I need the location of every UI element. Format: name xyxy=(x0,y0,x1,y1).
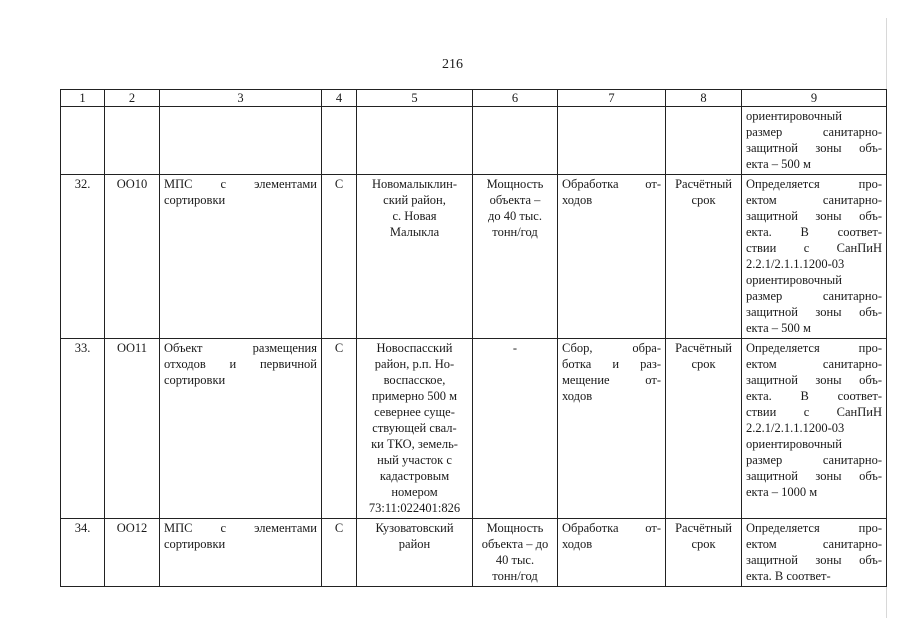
row-number-cell: 34. xyxy=(61,519,105,587)
cell-line: защитной зоны объ- xyxy=(746,373,882,387)
object-type-cell: С xyxy=(322,519,357,587)
term-cell xyxy=(666,519,742,587)
column-header-4: 4 xyxy=(322,90,357,107)
column-header-1: 1 xyxy=(61,90,105,107)
location-cell xyxy=(357,175,473,339)
cell-line: ориентировочный xyxy=(746,437,842,451)
cell-line: срок xyxy=(691,193,716,207)
note-cell xyxy=(742,339,887,519)
cell-line: 40 тыс. xyxy=(495,553,535,567)
cell-line: мещение от- xyxy=(562,373,661,387)
cell-line: 2.2.1/2.1.1.1200-03 xyxy=(746,421,845,435)
column-header-9: 9 xyxy=(742,90,887,107)
empty-cell xyxy=(61,107,105,175)
empty-cell xyxy=(473,107,558,175)
column-header-5: 5 xyxy=(357,90,473,107)
term-cell xyxy=(666,339,742,519)
cell-line: размер санитарно- xyxy=(746,125,882,139)
cell-line: ствии с СанПиН xyxy=(746,241,882,255)
cell-line: Мощность xyxy=(486,521,544,535)
cell-line: Расчётный xyxy=(675,341,732,355)
cell-line: МПС с элементами xyxy=(164,521,317,535)
empty-cell xyxy=(666,107,742,175)
cell-line: объекта – до xyxy=(481,537,549,551)
cell-line: екта – 500 м xyxy=(746,157,811,171)
cell-line: екта – 500 м xyxy=(746,321,811,335)
term-cell xyxy=(666,175,742,339)
cell-line: екта. В соответ- xyxy=(746,569,831,583)
object-code-cell: ОО11 xyxy=(105,339,160,519)
cell-line: ский район, xyxy=(383,193,446,207)
cell-line: 2.2.1/2.1.1.1200-03 xyxy=(746,257,845,271)
location-cell xyxy=(357,519,473,587)
object-code-cell: ОО12 xyxy=(105,519,160,587)
cell-line: Определяется про- xyxy=(746,177,882,191)
cell-line: размер санитарно- xyxy=(746,453,882,467)
cell-line: Обработка от- xyxy=(562,521,661,535)
empty-cell xyxy=(558,107,666,175)
cell-line: район xyxy=(398,537,431,551)
object-name-cell xyxy=(160,519,322,587)
cell-line: тонн/год xyxy=(492,225,538,239)
empty-cell xyxy=(322,107,357,175)
cell-line: воспасское, xyxy=(383,373,446,387)
cell-line: ботка и раз- xyxy=(562,357,661,371)
row-number-cell: 32. xyxy=(61,175,105,339)
cell-line: ходов xyxy=(562,193,593,207)
cell-line: сортировки xyxy=(164,193,226,207)
location-cell xyxy=(357,339,473,519)
table-row xyxy=(61,175,887,339)
purpose-cell xyxy=(558,339,666,519)
cell-line: Малыкла xyxy=(389,225,440,239)
cell-line: кадастровым xyxy=(379,469,450,483)
cell-line: Обработка от- xyxy=(562,177,661,191)
cell-line: район, р.п. Но- xyxy=(374,357,455,371)
empty-cell xyxy=(357,107,473,175)
row-number-cell: 33. xyxy=(61,339,105,519)
cell-line: екта. В соответ- xyxy=(746,225,882,239)
note-cell xyxy=(742,519,887,587)
cell-line: защитной зоны объ- xyxy=(746,141,882,155)
cell-line: до 40 тыс. xyxy=(488,209,542,223)
header-row xyxy=(61,90,887,107)
cell-line: срок xyxy=(691,537,716,551)
cell-line: Объект размещения xyxy=(164,341,317,355)
cell-line: Расчётный xyxy=(675,177,732,191)
cell-line: сортировки xyxy=(164,373,226,387)
empty-cell xyxy=(105,107,160,175)
capacity-cell xyxy=(473,175,558,339)
cell-line: номером xyxy=(391,485,438,499)
continuation-row xyxy=(61,107,887,175)
cell-line: ствующей свал- xyxy=(372,421,457,435)
cell-line: Определяется про- xyxy=(746,341,882,355)
cell-line: МПС с элементами xyxy=(164,177,317,191)
cell-line: севернее суще- xyxy=(374,405,455,419)
cell-line: Определяется про- xyxy=(746,521,882,535)
page-number: 216 xyxy=(442,57,463,72)
object-name-cell xyxy=(160,339,322,519)
cell-line: ный участок с xyxy=(377,453,452,467)
table-row xyxy=(61,519,887,587)
empty-cell xyxy=(160,107,322,175)
table-body xyxy=(61,90,887,587)
cell-line: Сбор, обра- xyxy=(562,341,661,355)
cell-line: объекта – xyxy=(489,193,541,207)
cell-line: отходов и первичной xyxy=(164,357,317,371)
column-header-6: 6 xyxy=(473,90,558,107)
note-cell xyxy=(742,107,887,175)
column-header-7: 7 xyxy=(558,90,666,107)
purpose-cell xyxy=(558,175,666,339)
cell-line: Кузоватовский xyxy=(375,521,454,535)
cell-line: Мощность xyxy=(486,177,544,191)
cell-line: сортировки xyxy=(164,537,226,551)
objects-table xyxy=(60,89,887,587)
cell-line: Новомалыклин- xyxy=(371,177,458,191)
cell-line: екта. В соответ- xyxy=(746,389,882,403)
cell-line: екта – 1000 м xyxy=(746,485,818,499)
column-header-2: 2 xyxy=(105,90,160,107)
column-header-8: 8 xyxy=(666,90,742,107)
note-cell xyxy=(742,175,887,339)
object-type-cell: С xyxy=(322,175,357,339)
cell-line: 73:11:022401:826 xyxy=(368,501,461,515)
cell-line: защитной зоны объ- xyxy=(746,553,882,567)
object-code-cell: ОО10 xyxy=(105,175,160,339)
cell-line: ориентировочный xyxy=(746,273,842,287)
cell-line: защитной зоны объ- xyxy=(746,305,882,319)
cell-line: ектом санитарно- xyxy=(746,193,882,207)
cell-line: защитной зоны объ- xyxy=(746,469,882,483)
cell-line: ходов xyxy=(562,537,593,551)
cell-line: тонн/год xyxy=(492,569,538,583)
object-type-cell: С xyxy=(322,339,357,519)
cell-line: ектом санитарно- xyxy=(746,357,882,371)
cell-line: ходов xyxy=(562,389,593,403)
purpose-cell xyxy=(558,519,666,587)
cell-line: Расчётный xyxy=(675,521,732,535)
capacity-cell xyxy=(473,339,558,519)
cell-line: Новоспасский xyxy=(376,341,453,355)
object-name-cell xyxy=(160,175,322,339)
cell-line: ки ТКО, земель- xyxy=(371,437,458,451)
column-header-3: 3 xyxy=(160,90,322,107)
capacity-cell xyxy=(473,519,558,587)
cell-line: ствии с СанПиН xyxy=(746,405,882,419)
table-row xyxy=(61,339,887,519)
cell-line: защитной зоны объ- xyxy=(746,209,882,223)
cell-line: ектом санитарно- xyxy=(746,537,882,551)
cell-line: размер санитарно- xyxy=(746,289,882,303)
cell-line: - xyxy=(512,341,518,355)
cell-line: примерно 500 м xyxy=(371,389,458,403)
cell-line: ориентировочный xyxy=(746,109,842,123)
cell-line: с. Новая xyxy=(392,209,437,223)
cell-line: срок xyxy=(691,357,716,371)
